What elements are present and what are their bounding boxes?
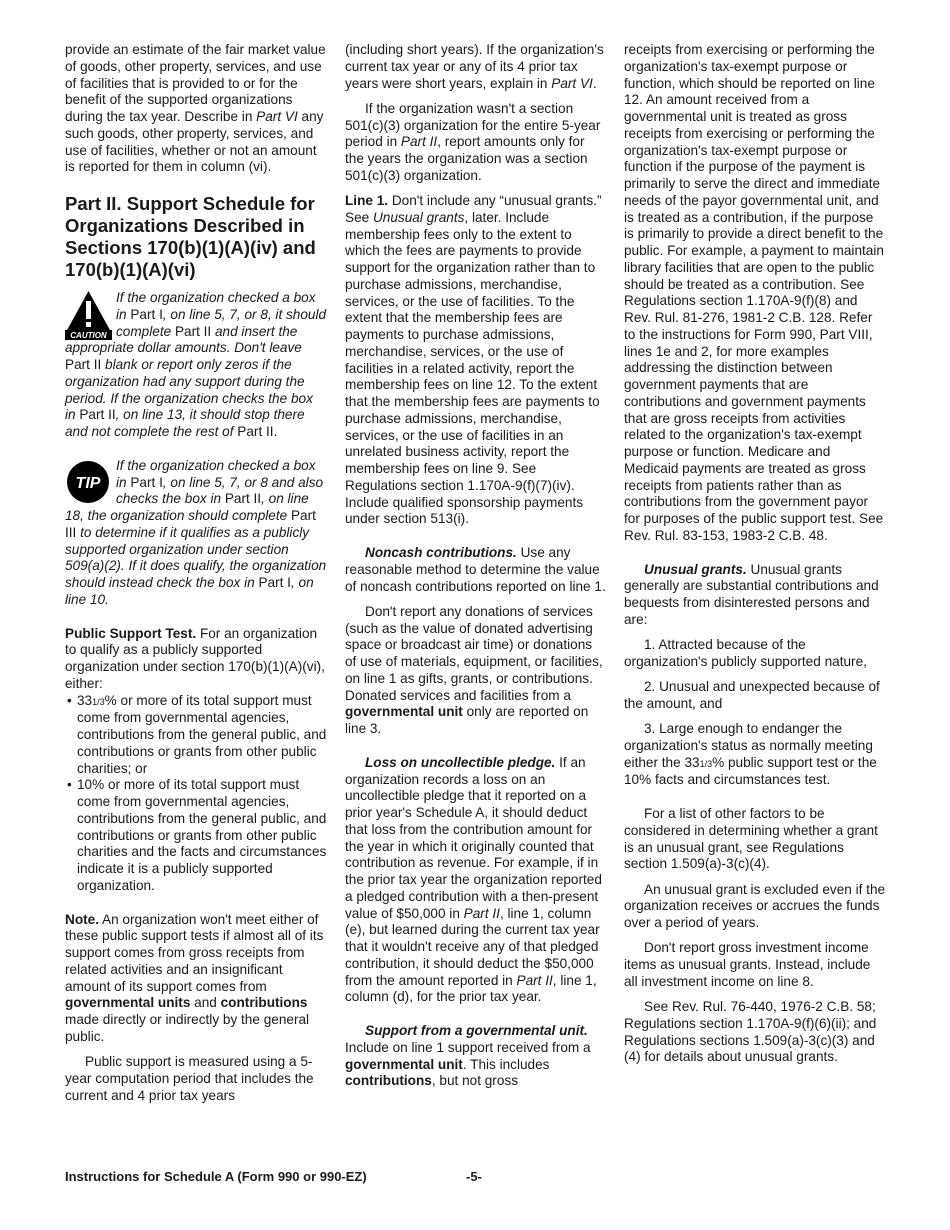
noncash-paragraph: Noncash contributions. Use any reasonable method to determine the value of noncash contributions reported on line 1. xyxy=(345,545,606,594)
column-1 xyxy=(65,42,327,1113)
measured-paragraph: Public support is measured using a 5-year computation period that includes the current and 4 prior tax years xyxy=(65,1054,314,1103)
bullet-item: • 10% or more of its total support must come from governmental agencies, contributions from the general public, and contributions or grants from other public charities and the facts and circumstances indicate it is a publicly supported organization. xyxy=(67,777,327,893)
column-2 xyxy=(345,42,607,1099)
line-1-paragraph: Line 1. Don't include any “unusual grants.” See Unusual grants, later. Include membership fees only to the extent to which the fees are payments to provide support for the organization rather than to purchase admissions, merchandise, services, or the use of facilities. To the extent that the membership fees are payments to purchase admissions, merchandise, services, or the use of facilities in a related activity, report the membership fees on line 12. To the extent that the membership fees are payments to purchase admissions, merchandise, services, or the use of facilities in an unrelated business activity, report the membership fees on line 9. See Regulations section 1.170A-9(f)(7)(iv). Include qualified sponsorship payments under section 513(i). xyxy=(345,193,602,527)
caution-label: CAUTION xyxy=(70,331,107,340)
tip-icon xyxy=(65,458,112,508)
footer-title: Instructions for Schedule A (Form 990 or 990-EZ) xyxy=(65,1169,367,1184)
note-paragraph: Note. An organization won't meet either of these public support tests if almost all of its support comes from gross receipts from related activities and an insignificant amount of its support comes from governmental units and contributions made directly or indirectly by the general public. xyxy=(65,911,324,1044)
list-item: 1. Attracted because of the organization's publicly supported nature, xyxy=(624,637,867,669)
donations-paragraph: Don't report any donations of services (such as the value of donated advertising space or broadcast air time) or donations of use of materials, equipment, or facilities, on line 1 as gifts, grants, or contributions. Donated services and facilities from a governmental unit only are reported on line 3. xyxy=(345,603,603,736)
not-501c3-paragraph: If the organization wasn't a section 501(c)(3) organization for the entire 5-year period in Part II, report amounts only for the years the organization was a section 501(c)(3) organization. xyxy=(345,100,601,183)
column-3 xyxy=(624,42,886,1075)
receipts-paragraph: receipts from exercising or performing the organization's tax-exempt purpose or function, which should be reported on line 12. An amount received from a governmental unit is treated as gross receipts from exercising or performing the organization's tax-exempt purpose or function if the purpose of the payment is primarily to serve the direct and immediate needs of the payor governmental unit, and is treated as a contribution, if the purpose is primarily to provide a direct benefit to the public. For example, a payment to maintain library facilities that are open to the public should be treated as a contribution. See Regulations section 1.170A-9(f)(8) and Rev. Rul. 81-276, 1981-2 C.B. 128. Refer to the instructions for Form 990, Part VIII, lines 1e and 2, for more examples addressing the distinction between government payments that are contributions and government payments that are gross receipts from activities related to the organization's tax-exempt purpose or function. Medicare and Medicaid payments are treated as gross receipts from patients rather than as contributions from the government payor for purposes of the public support test. See Rev. Rul. 83-153, 1983-2 C.B. 48. xyxy=(624,42,884,543)
list-item: 2. Unusual and unexpected because of the amount, and xyxy=(624,679,880,711)
public-support-test-paragraph: Public Support Test. For an organization to qualify as a publicly supported organization under section 170(b)(1)(A)(vi), either: xyxy=(65,625,325,691)
list-item: 3. Large enough to endanger the organization's status as normally meeting either the 331/3% public support test or the 10% facts and circumstances test. xyxy=(624,721,877,788)
bullet-item: • 331/3% or more of its total support must come from governmental agencies, contributions from the general public, and contributions or grants from other public charities; or xyxy=(67,692,327,776)
tip-callout: TIP If the organization checked a box in Part I, on line 5, 7, or 8 and also checks the box in Part II, on line 18, the organization should complete Part III to determine if it qualifies as a publicly supported organization under section 509(a)(2). If it does qualify, the organization should instead check the box in Part I, on line 10. xyxy=(65,457,327,607)
caution-icon xyxy=(65,290,112,340)
intro-paragraph: provide an estimate of the fair market value of goods, other property, services, and use of facilities that is provided to or for the benefit of the supported organizations during the tax year. Describe in Part VI any such goods, other property, services, and use of facilities, whether or not an amount is reported for them in column (vi). xyxy=(65,42,326,175)
governmental-unit-paragraph: Support from a governmental unit. Include on line 1 support received from a governmental unit. This includes contributions, but not gross xyxy=(345,1023,591,1089)
tip-label: TIP xyxy=(75,474,101,492)
investment-paragraph: Don't report gross investment income items as unusual grants. Instead, include all investment income on line 8. xyxy=(624,940,871,989)
factors-paragraph: For a list of other factors to be considered in determining whether a grant is an unusual grant, see Regulations section 1.509(a)-3(c)(4). xyxy=(624,806,878,872)
caution-callout: CAUTION If the organization checked a box in Part I, on line 5, 7, or 8, it should complete Part II and insert the appropriate dollar amounts. Don't leave Part II blank or report only zeros if the organization had any support during the period. If the organization checks the box in Part II, on line 13, it should stop there and not complete the rest of Part II. xyxy=(65,290,327,439)
section-title-part-ii: Part II. Support Schedule for Organizations Described in Sections 170(b)(1)(A)(iv) and 170(b)(1)(A)(vi) xyxy=(65,193,316,280)
short-years-paragraph: (including short years). If the organization's current tax year or any of its 4 prior tax years were short years, explain in Part VI. xyxy=(345,42,604,91)
see-rev-rul-paragraph: See Rev. Rul. 76-440, 1976-2 C.B. 58; Regulations section 1.170A-9(f)(6)(ii); and Regulations sections 1.509(a)-3(c)(3) and (4) for details about unusual grants. xyxy=(624,999,877,1065)
excluded-paragraph: An unusual grant is excluded even if the organization receives or accrues the funds over a period of years. xyxy=(624,881,886,930)
loss-pledge-paragraph: Loss on uncollectible pledge. If an organization records a loss on an uncollectible pledge that it reported on a prior year's Schedule A, it should deduct that loss from the contribution amount for the year in which it originally counted that contribution as revenue. For example, if in the prior tax year the organization reported a pledged contribution with a then-present value of $50,000 in Part II, line 1, column (e), but learned during the current tax year that it wouldn't receive any of that pledged contribution, it should deduct the $50,000 from the amount reported in Part II, line 1, column (d), for the prior tax year. xyxy=(345,754,602,1005)
unusual-grants-paragraph: Unusual grants. Unusual grants generally are substantial contributions and bequests from disinterested persons and are: xyxy=(624,561,879,627)
page-number: -5- xyxy=(466,1169,482,1184)
